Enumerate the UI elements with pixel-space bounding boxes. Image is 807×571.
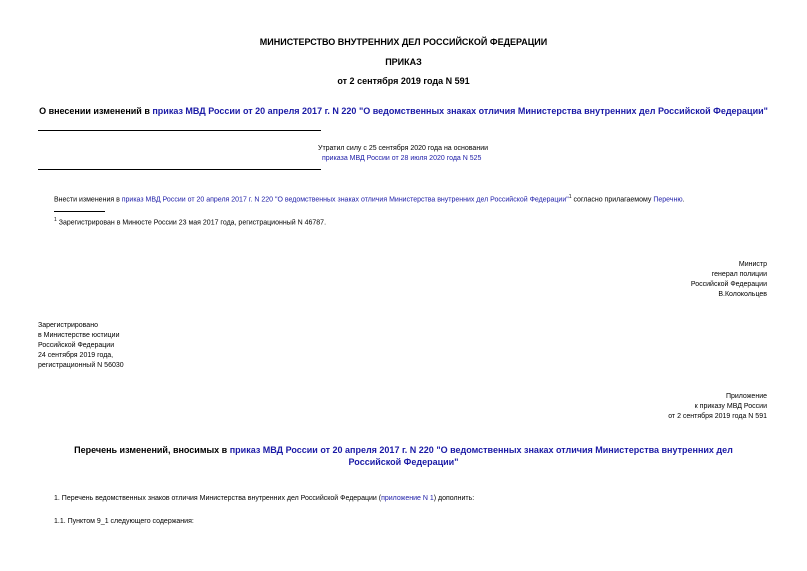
registration-line-3: Российской Федерации	[38, 342, 115, 349]
divider-top	[38, 130, 321, 131]
signature-rank: генерал полиции	[711, 271, 767, 278]
list-title-prefix: Перечень изменений, вносимых в	[74, 445, 230, 455]
registration-line-4: 24 сентября 2019 года,	[38, 352, 114, 359]
appendix-line-1: Приложение	[725, 393, 767, 400]
body-middle: согласно прилагаемому	[571, 196, 654, 204]
body-suffix: .	[682, 196, 685, 204]
registration-line-1: Зарегистрировано	[38, 322, 98, 329]
status-note-link[interactable]: приказа МВД России от 28 июля 2020 года N 525	[322, 155, 482, 162]
signature-country: Российской Федерации	[690, 281, 767, 288]
footnote-text: Зарегистрирован в Минюсте России 23 мая 2017 года, регистрационный N 46787.	[56, 219, 327, 227]
ministry-heading: МИНИСТЕРСТВО ВНУТРЕННИХ ДЕЛ РОССИЙСКОЙ ФЕДЕРАЦИИ	[259, 37, 548, 47]
signature-name: В.Колокольцев	[718, 291, 767, 298]
list-title	[50, 444, 757, 468]
footnote	[54, 215, 326, 228]
doc-date-number: от 2 сентября 2019 года N 591	[337, 76, 470, 86]
list-item-1	[54, 494, 474, 504]
doc-type-heading: ПРИКАЗ	[385, 57, 422, 67]
item-1-suffix: ) дополнить:	[433, 495, 475, 502]
registration-block	[38, 321, 124, 371]
list-item-1-1: 1.1. Пунктом 9_1 следующего содержания:	[54, 518, 194, 525]
footnote-ref[interactable]: 1	[568, 194, 572, 200]
body-prefix: Внести изменения в	[54, 196, 122, 204]
footnote-mark: 1	[54, 217, 57, 223]
registration-line-2: в Министерстве юстиции	[38, 332, 120, 339]
body-list-link[interactable]: Перечню	[653, 196, 683, 204]
signature-title: Министр	[738, 261, 767, 268]
appendix-line-3: от 2 сентября 2019 года N 591	[668, 413, 767, 420]
signature-block	[691, 260, 767, 300]
list-title-link[interactable]: приказ МВД России от 20 апреля 2017 г. N 220 "О ведомственных знаках отличия Министерства внутренних дел Российской Федерации"	[229, 445, 733, 467]
appendix-line-2: к приказу МВД России	[694, 403, 767, 410]
item-1-link[interactable]: приложение N 1	[381, 495, 434, 502]
doc-title-link[interactable]: приказ МВД России от 20 апреля 2017 г. N 220 "О ведомственных знаках отличия Министерства внутренних дел Российской Федерации"	[152, 106, 768, 116]
appendix-block	[668, 392, 767, 422]
footnote-divider	[54, 211, 105, 212]
doc-title	[0, 105, 807, 117]
registration-line-5: регистрационный N 56030	[38, 362, 124, 369]
doc-title-prefix: О внесении изменений в	[39, 106, 153, 116]
item-1-prefix: 1. Перечень ведомственных знаков отличия Министерства внутренних дел Российской Федерации (	[54, 495, 382, 502]
body-paragraph	[54, 192, 685, 205]
body-order-link[interactable]: приказ МВД России от 20 апреля 2017 г. N 220 "О ведомственных знаках отличия Министерства внутренних дел Российской Федерации"	[121, 196, 569, 204]
divider-bottom	[38, 169, 321, 170]
status-note-text: Утратил силу с 25 сентября 2020 года на основании	[318, 145, 489, 152]
